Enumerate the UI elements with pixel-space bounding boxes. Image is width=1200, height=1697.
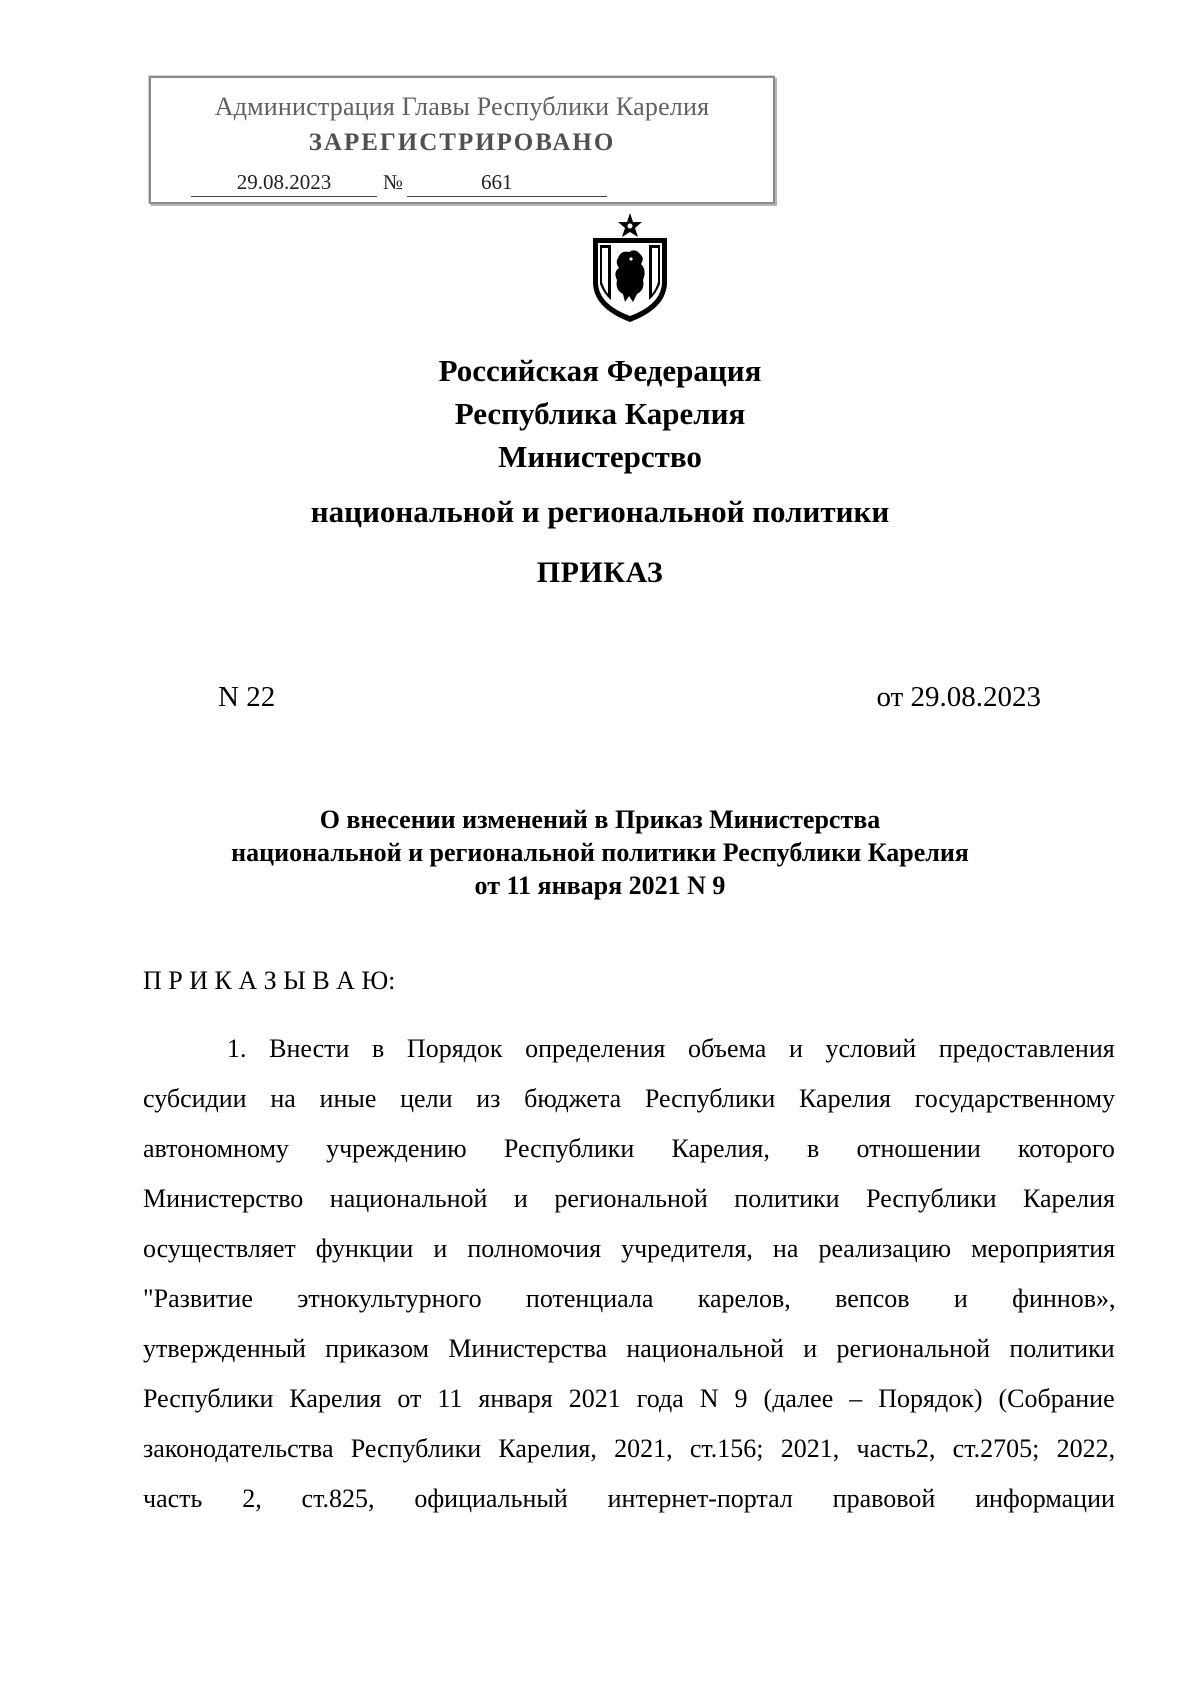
paragraph-line: субсидии на иные цели из бюджета Республики Карелия государственному [143,1084,1116,1113]
header-country: Российская Федерация [438,353,762,388]
header-ministry-name: национальной и региональной политики [310,494,890,529]
paragraph-line: Республики Карелия от 11 января 2021 года N 9 (далее – Порядок) (Собрание [143,1384,1115,1413]
paragraph-line: "Развитие этнокультурного потенциала карелов, вепсов и финнов», [143,1284,1116,1313]
registration-stamp [149,76,775,204]
stamp-number: 661 [481,170,513,194]
stamp-authority: Администрация Главы Республики Карелия [214,92,710,121]
document-type: ПРИКАЗ [536,556,664,589]
paragraph-line: осуществляет функции и полномочия учредителя, на реализацию мероприятия [143,1234,1116,1263]
karelia-coat-of-arms-icon [585,210,675,324]
paragraph-line: автономному учреждению Республики Карелия, в отношении которого [143,1134,1115,1163]
title-line-1: О внесении изменений в Приказ Министерства [319,805,881,834]
header-ministry: Министерство [498,439,702,474]
paragraph-line: Министерство национальной и региональной политики Республики Карелия [143,1184,1115,1213]
paragraph-line: часть 2, ст.825, официальный интернет-портал правовой информации [143,1484,1115,1513]
stamp-number-sign: № [383,170,404,194]
paragraph-line: 1. Внести в Порядок определения объема и условий предоставления [227,1034,1115,1063]
paragraph-line: законодательства Республики Карелия, 2021, ст.156; 2021, часть2, ст.2705; 2022, [143,1434,1116,1463]
paragraph-1 [143,1024,1115,1524]
title-line-3: от 11 января 2021 N 9 [474,871,726,900]
stamp-date: 29.08.2023 [191,170,377,197]
header-republic: Республика Карелия [454,396,746,431]
stamp-registered-label: ЗАРЕГИСТРИРОВАНО [308,129,616,156]
paragraph-line: утвержденный приказом Министерства национальной и региональной политики [143,1334,1115,1363]
title-line-2: национальной и региональной политики Республики Карелия [231,838,969,867]
stamp-number-field [407,170,607,197]
order-number: N 22 [218,681,276,713]
directive-heading: П Р И К А З Ы В А Ю: [143,966,396,995]
order-date: от 29.08.2023 [876,681,1041,713]
